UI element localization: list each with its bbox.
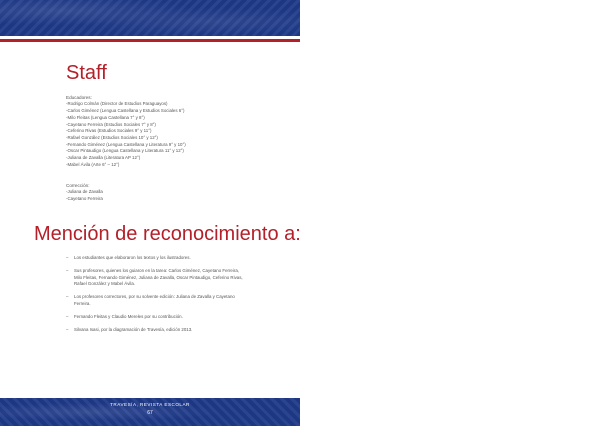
mention-title: Mención de reconocimiento a: [34,223,301,245]
correction-item: -Cayetano Ferreira [66,196,103,202]
dash-bullet: – [66,268,69,274]
mention-item-text: Sus profesores, quienes los guiaron en la tarea: Carlos Giménez, Cayetano Ferreira, Milo Fleitas, Fernando Giménez, Juliana de Zavalla, Oscar Pintaudigo, Ceferino Rivas, Rafael González y Mabel Ávila. [74,268,243,287]
educator-item: -Cayetano Ferreira (Estudios Sociales 7° y 8°) [66,121,156,127]
educators-label: Educadores: [66,95,92,100]
correction-label: Corrección: [66,183,90,188]
correction-section [66,183,296,203]
footer-publication-title: TRAVESÍA, REVISTA ESCOLAR [110,402,190,407]
dash-bullet: – [66,327,69,333]
mention-item [66,255,248,262]
dash-bullet: – [66,255,69,260]
mention-item-text: Los profesores correctores, por su solvente edición: Juliana de Zavalla y Cayetano Ferreira. [74,294,235,306]
educators-section [66,95,296,168]
educator-item: -Milo Fleitas (Lengua Castellana 7° y 8°) [66,114,145,120]
correction-item: -Juliana de Zavalla [66,189,103,195]
header-divider-red [0,39,300,42]
educator-item: -Ceferino Rivas (Estudios Sociales 9° y 11°) [66,128,152,134]
mention-item-text: Fernando Fleitas y Claudio Mereles por su contribución. [74,314,183,320]
mention-item-text: Silvana Isasi, por la diagramación de Travesía, edición 2013. [74,327,193,333]
educator-item: -Carlos Giménez (Lengua Castellana y Estudios Sociales 6°) [66,108,185,114]
page-number: 67 [147,410,153,416]
educator-item: -Rafael González (Estudios Sociales 10° y 12°) [66,134,158,140]
educator-item: -Oscar Pintaudigo (Lengua Castellana y Literatura 11° y 12°) [66,148,184,154]
educator-item: -Mabel Ávila (Arte 6° – 12°) [66,161,120,167]
mention-item-text: Los estudiantes que elaboraron los textos y los ilustradores. [74,255,191,260]
staff-title: Staff [66,62,107,84]
educator-item: -Rodrigo Colmán (Director de Estudios Paraguayos) [66,101,168,107]
dash-bullet: – [66,314,69,320]
mention-item [66,268,248,288]
header-pattern-band [0,0,300,36]
mention-item [66,327,248,334]
educator-item: -Juliana de Zavalla (Literatura AP 12°) [66,155,141,161]
dash-bullet: – [66,294,69,300]
mention-item [66,314,248,321]
mention-list [66,255,248,340]
educator-item: -Fernando Giménez (Lengua Castellana y Literatura 9° y 10°) [66,141,186,147]
mention-item [66,294,248,307]
